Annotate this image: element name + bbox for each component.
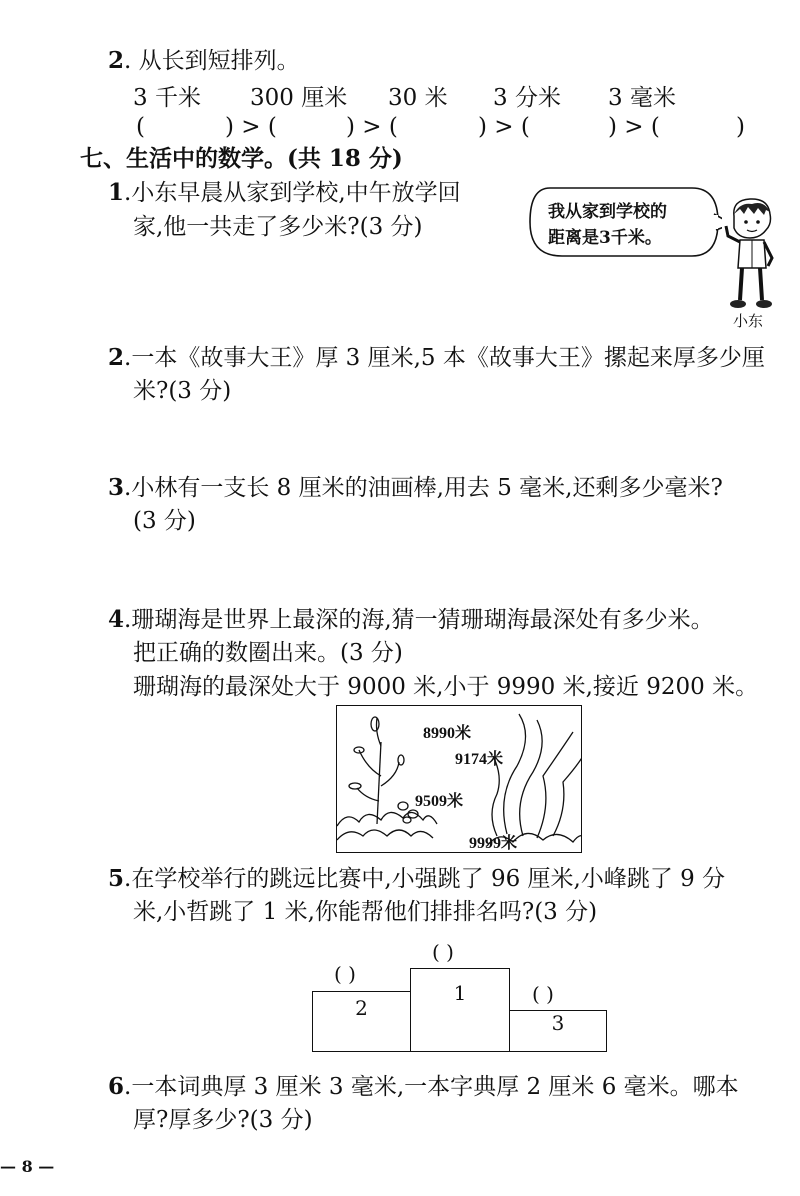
q3-number: 3 bbox=[108, 474, 125, 501]
q3-line1: 3.小林有一支长 8 厘米的油画棒,用去 5 毫米,还剩多少毫米? bbox=[108, 474, 723, 501]
q1-number: 1 bbox=[108, 179, 125, 206]
podium-blank-2[interactable]: ( ) bbox=[334, 962, 356, 986]
units-row bbox=[0, 79, 800, 109]
q2-line1: 2.一本《故事大王》厚 3 厘米,5 本《故事大王》摞起来厚多少厘 bbox=[108, 344, 765, 371]
q5-text-1: 在学校举行的跳远比赛中,小强跳了 96 厘米,小峰跳了 9 分 bbox=[131, 866, 726, 892]
podium-third-label: 3 bbox=[551, 1011, 565, 1035]
q6-line1: 6.一本词典厚 3 厘米 3 毫米,一本字典厚 2 厘米 6 毫米。哪本 bbox=[108, 1073, 739, 1100]
q3-text-1: 小林有一支长 8 厘米的油画棒,用去 5 毫米,还剩多少毫米? bbox=[131, 475, 723, 501]
sea-option-2[interactable]: 9174米 bbox=[455, 751, 504, 768]
character-name: 小东 bbox=[733, 312, 764, 330]
unit-4: 3 分米 bbox=[493, 85, 561, 111]
q6-line2: 厚?厚多少?(3 分) bbox=[133, 1107, 313, 1133]
q5-line2: 米,小哲跳了 1 米,你能帮他们排排名吗?(3 分) bbox=[133, 899, 598, 925]
q6-text-1: 一本词典厚 3 厘米 3 毫米,一本字典厚 2 厘米 6 毫米。哪本 bbox=[131, 1074, 739, 1100]
q2-sort-title-text: 从长到短排列。 bbox=[138, 48, 300, 74]
q4-line2: 把正确的数圈出来。(3 分) bbox=[133, 640, 403, 666]
bubble-line-1: 我从家到学校的 bbox=[548, 202, 667, 222]
podium-first-label: 1 bbox=[453, 981, 467, 1005]
page-number: — 8 — bbox=[0, 1157, 55, 1176]
bubble-line-2: 距离是3千米。 bbox=[548, 228, 662, 248]
unit-5: 3 毫米 bbox=[608, 85, 676, 111]
q2-text-1: 一本《故事大王》厚 3 厘米,5 本《故事大王》摞起来厚多少厘 bbox=[131, 345, 765, 371]
unit-1: 3 千米 bbox=[133, 85, 201, 111]
q1-text-1: 小东早晨从家到学校,中午放学回 bbox=[131, 180, 461, 206]
q1-line2: 家,他一共走了多少米?(3 分) bbox=[133, 214, 423, 240]
q2-line2: 米?(3 分) bbox=[133, 378, 232, 404]
q2-number: 2 bbox=[108, 344, 125, 371]
blank-part-6: ) bbox=[736, 114, 745, 140]
blank-part-3: ) > ( bbox=[346, 114, 398, 140]
q2-sort-title: 2. 从长到短排列。 bbox=[108, 47, 300, 74]
q4-number: 4 bbox=[108, 606, 125, 633]
blank-part-4: ) > ( bbox=[478, 114, 530, 140]
sea-option-4[interactable]: 9999米 bbox=[469, 835, 518, 852]
q6-number: 6 bbox=[108, 1073, 125, 1100]
q1-line1: 1.小东早晨从家到学校,中午放学回 bbox=[108, 179, 461, 206]
unit-2: 300 厘米 bbox=[250, 85, 348, 111]
unit-3: 30 米 bbox=[388, 85, 448, 111]
q3-line2: (3 分) bbox=[133, 508, 196, 534]
q4-line1: 4.珊瑚海是世界上最深的海,猜一猜珊瑚海最深处有多少米。 bbox=[108, 606, 714, 633]
q5-line1: 5.在学校举行的跳远比赛中,小强跳了 96 厘米,小峰跳了 9 分 bbox=[108, 865, 726, 892]
podium-second-label: 2 bbox=[355, 996, 368, 1020]
q2-sort-number: 2 bbox=[108, 47, 125, 74]
podium-blank-3[interactable]: ( ) bbox=[532, 982, 554, 1006]
podium-blank-1[interactable]: ( ) bbox=[432, 940, 454, 964]
q5-number: 5 bbox=[108, 865, 125, 892]
q4-line3: 珊瑚海的最深处大于 9000 米,小于 9990 米,接近 9200 米。 bbox=[133, 674, 759, 700]
coral-sea-picture bbox=[336, 705, 582, 853]
blank-part-1: ( bbox=[136, 114, 145, 140]
q4-text-1: 珊瑚海是世界上最深的海,猜一猜珊瑚海最深处有多少米。 bbox=[131, 607, 714, 633]
sea-option-3[interactable]: 9509米 bbox=[415, 793, 464, 810]
answer-blank-row bbox=[0, 111, 800, 143]
blank-part-5: ) > ( bbox=[608, 114, 660, 140]
podium-second bbox=[312, 991, 411, 1052]
blank-part-2: ) > ( bbox=[225, 114, 277, 140]
podium-first bbox=[410, 968, 510, 1052]
podium-third bbox=[509, 1010, 607, 1052]
section7-heading: 七、生活中的数学。(共 18 分) bbox=[80, 145, 403, 172]
sea-option-1[interactable]: 8990米 bbox=[423, 725, 472, 742]
boy-illustration bbox=[720, 196, 782, 314]
